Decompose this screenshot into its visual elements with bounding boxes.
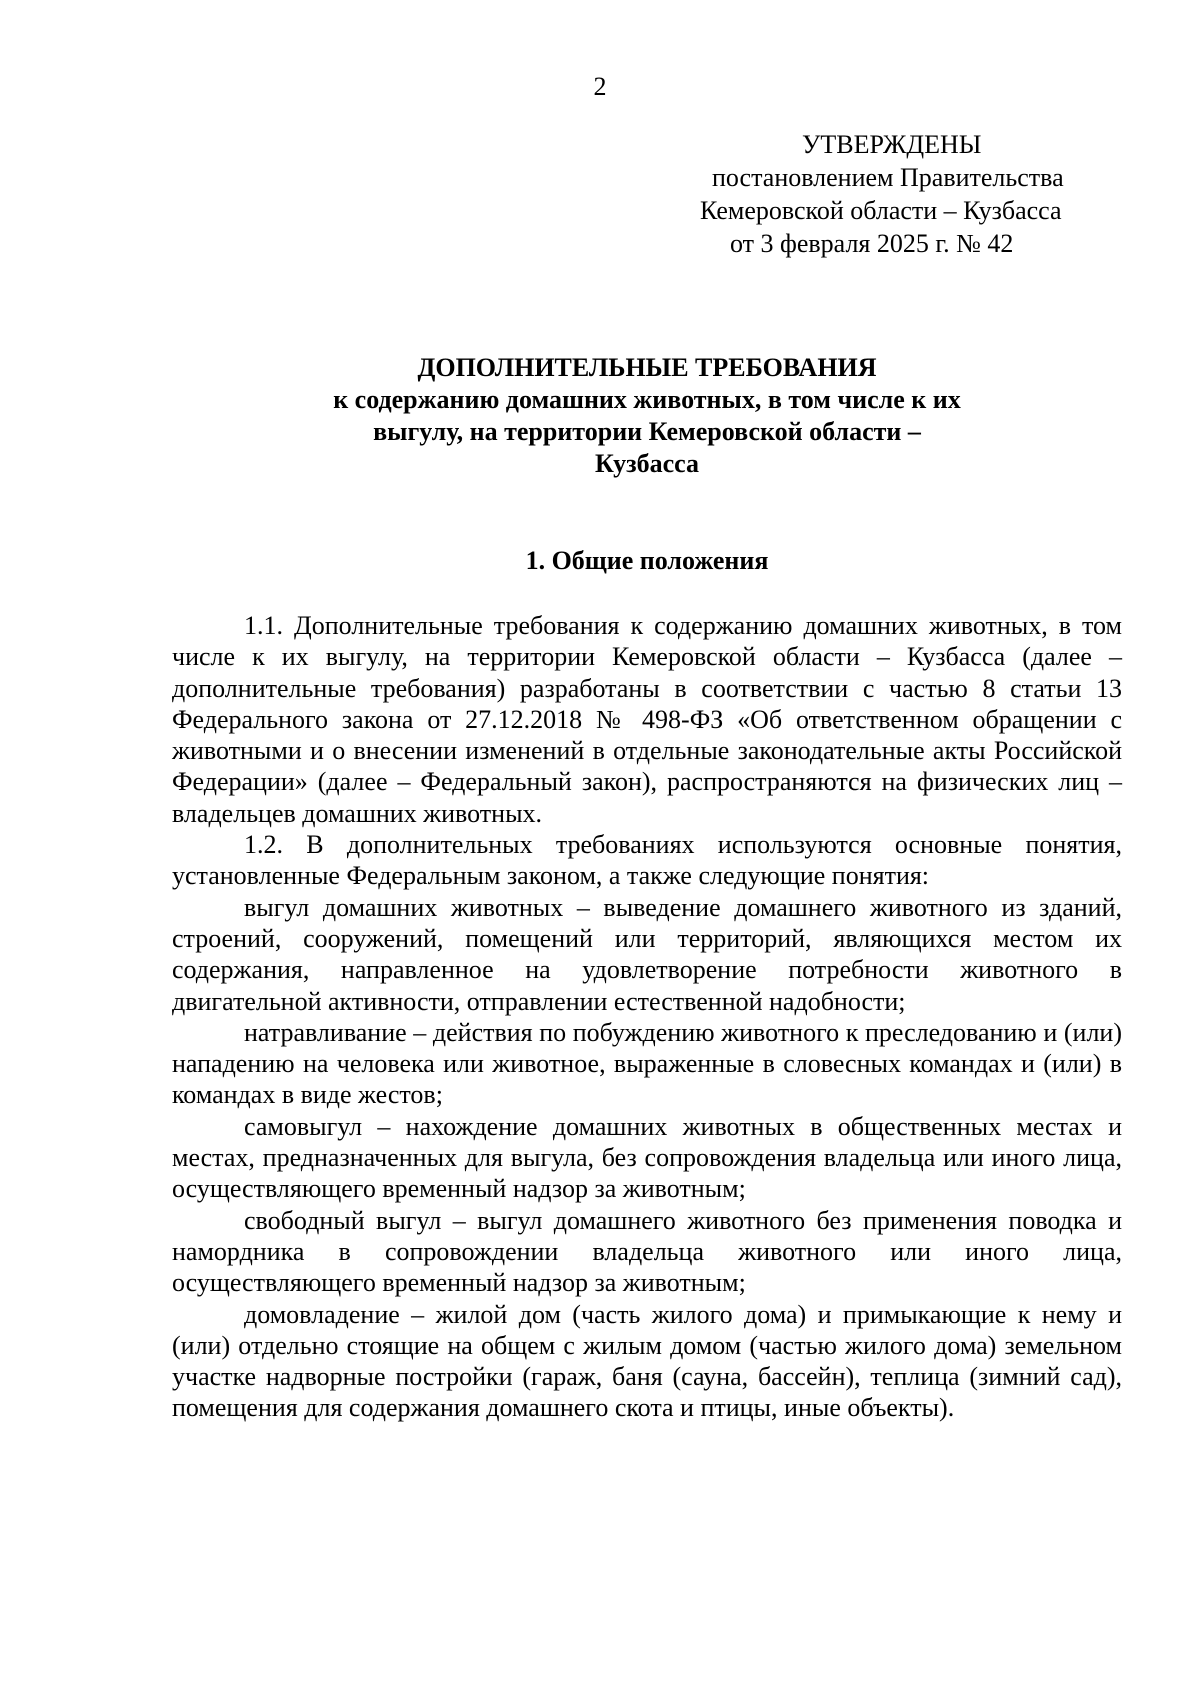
approval-block — [690, 128, 1090, 260]
title-line-3: выгулу, на территории Кемеровской области – — [373, 417, 921, 446]
title-line-1: ДОПОЛНИТЕЛЬНЫЕ ТРЕБОВАНИЯ — [417, 353, 877, 382]
paragraph-1-1: 1.1. Дополнительные требования к содержанию домашних животных, в том числе к их выгулу, на территории Кемеровской области – Кузбасса (далее – дополнительные требования) разработаны в соответствии с частью 8 статьи 13 Федерального закона от 27.12.2018 № 498-ФЗ «Об ответственном обращении с животными и о внесении изменений в отдельные законодательные акты Российской Федерации» (далее – Федеральный закон), распространяются на физических лиц – владельцев домашних животных. — [172, 611, 1122, 828]
definition-setting-on: натравливание – действия по побуждению животного к преследованию и (или) нападению на человека или животное, выраженные в словесных командах и (или) в командах в виде жестов; — [172, 1017, 1122, 1110]
definition-self-walking: самовыгул – нахождение домашних животных в общественных местах и местах, предназначенных для выгула, без сопровождения владельца или иного лица, осуществляющего временный надзор за животным; — [172, 1111, 1122, 1204]
paragraph-1-2: 1.2. В дополнительных требованиях используются основные понятия, установленные Федеральным законом, а также следующие понятия: — [172, 830, 1122, 891]
approval-line-date: от 3 февраля 2025 г. № 42 — [730, 229, 1014, 258]
definition-free-walking: свободный выгул – выгул домашнего животного без применения поводка и намордника в сопровождении владельца животного или иного лица, осуществляющего временный надзор за животным; — [172, 1205, 1122, 1298]
section-heading: 1. Общие положения — [525, 546, 769, 575]
approval-line-region: Кемеровской области – Кузбасса — [700, 196, 1062, 225]
document-body — [172, 610, 1122, 1424]
page-number: 2 — [593, 72, 607, 101]
definition-household: домовладение – жилой дом (часть жилого дома) и примыкающие к нему и (или) отдельно стоящие на общем с жилым домом (частью жилого дома) земельном участке надворные постройки (гараж, баня (сауна, бассейн), теплица (зимний сад), помещения для содержания домашнего скота и птицы, иные объекты). — [172, 1299, 1122, 1423]
approval-line-approved: УТВЕРЖДЕНЫ — [802, 130, 982, 159]
definition-walking: выгул домашних животных – выведение домашнего животного из зданий, строений, сооружений, помещений или территорий, являющихся местом их содержания, направленное на удовлетворение потребности животного в двигательной активности, отправлении естественной надобности; — [172, 892, 1122, 1016]
title-line-2: к содержанию домашних животных, в том числе к их — [333, 385, 961, 414]
approval-line-resolution: постановлением Правительства — [712, 163, 1064, 192]
title-line-4: Кузбасса — [594, 449, 700, 478]
document-title — [172, 352, 1122, 480]
